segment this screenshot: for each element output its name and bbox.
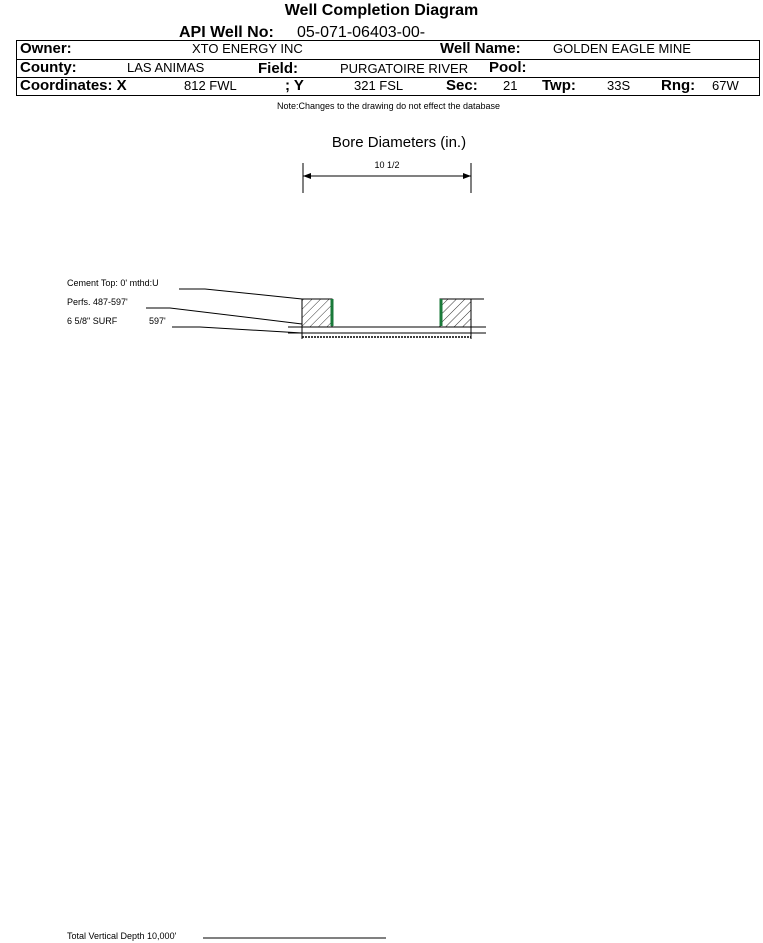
sec-label: Sec: — [446, 77, 478, 94]
rng-value: 67W — [712, 78, 739, 93]
cement-left — [302, 299, 332, 327]
twp-value: 33S — [607, 78, 631, 93]
owner-value: XTO ENERGY INC — [192, 41, 303, 56]
cement-top-leader — [179, 289, 302, 299]
field-label: Field: — [258, 60, 298, 77]
bore-diameters-title: Bore Diameters (in.) — [331, 134, 467, 151]
perforations-label: Perfs. 487-597' — [67, 297, 128, 307]
surf-casing-leader — [172, 327, 302, 333]
coord-y-label: ; Y — [285, 77, 304, 94]
rng-label: Rng: — [661, 77, 696, 94]
database-note: Note:Changes to the drawing do not effect the database — [277, 101, 500, 111]
cement-top-label: Cement Top: 0' mthd:U — [67, 278, 159, 288]
cement-right — [440, 299, 471, 327]
county-value: LAS ANIMAS — [127, 60, 205, 75]
bore-arrow-left — [303, 173, 311, 179]
surface-casing-depth: 597' — [149, 316, 166, 326]
bore-arrow-right — [463, 173, 471, 179]
twp-label: Twp: — [542, 77, 576, 94]
page-title: Well Completion Diagram — [284, 2, 479, 19]
sec-value: 21 — [503, 78, 518, 93]
owner-label: Owner: — [20, 40, 72, 57]
total-depth-label: Total Vertical Depth 10,000' — [67, 931, 177, 941]
pool-label: Pool: — [489, 59, 527, 76]
api-label: API Well No: — [179, 24, 274, 41]
perfs-leader — [146, 308, 302, 324]
well-name-value: GOLDEN EAGLE MINE — [553, 41, 691, 56]
surface-casing-label: 6 5/8" SURF — [67, 316, 118, 326]
coord-x-label: Coordinates: X — [20, 77, 127, 94]
field-value: PURGATOIRE RIVER — [340, 61, 469, 76]
coord-x-value: 812 FWL — [184, 78, 237, 93]
coord-y-value: 321 FSL — [354, 78, 404, 93]
api-value: 05-071-06403-00- — [297, 24, 426, 41]
bore-diameter-label: 10 1/2 — [374, 160, 400, 170]
well-name-label: Well Name: — [440, 40, 521, 57]
county-label: County: — [20, 59, 77, 76]
